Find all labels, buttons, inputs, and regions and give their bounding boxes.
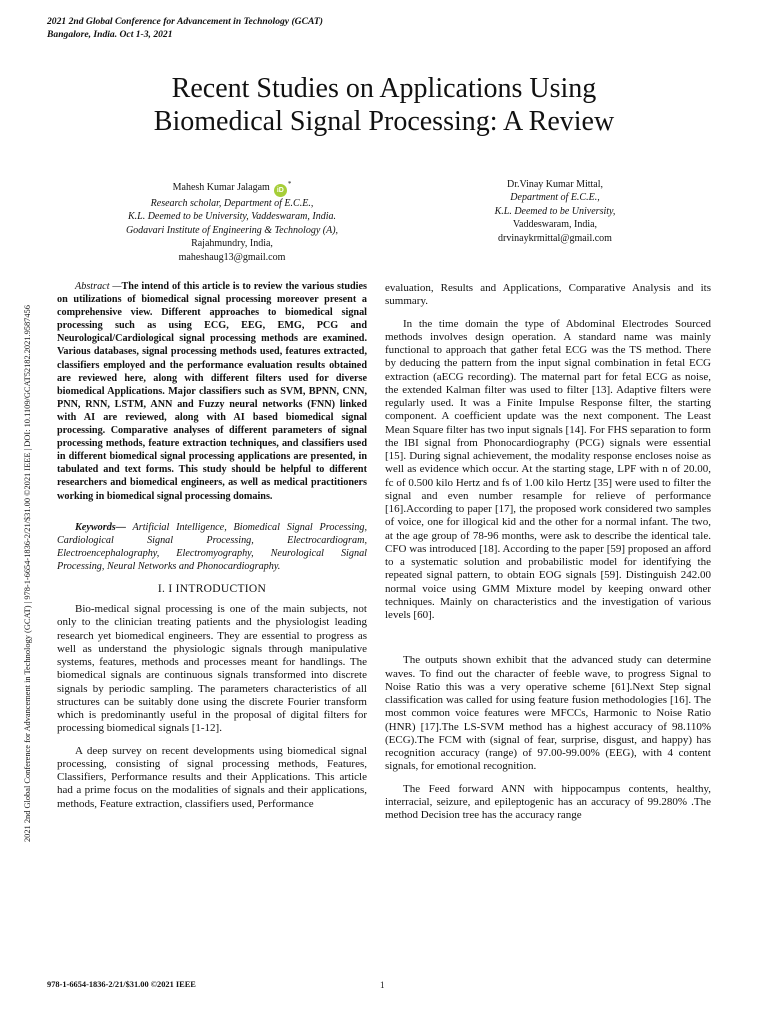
right-paragraph-1: evaluation, Results and Applications, Comparative Analysis and its summary. — [385, 282, 711, 308]
side-citation-strip: 2021 2nd Global Conference for Advancement in Technology (GCAT) | 978-1-6654-1836-2/21/$31.00 ©2021 IEEE | DOI: 10.1109/GCAT52182.2021.9587456 — [23, 305, 32, 842]
title-line-1: Recent Studies on Applications Using — [171, 73, 597, 104]
author-1-mark: * — [287, 180, 292, 188]
intro-paragraph-1: Bio-medical signal processing is one of the main subjects, not only to the clinician treating patients and the physiologist leading research yet biomedical engineers. They are essential to progress as well as understand the physiologic signals through manipulative systems, features, methods and processes meant for handlings. The biomedical signals are continuous signals transformed into discrete signals by periodic sampling. The parameters characteristics of all structures can be suitably done using the discrete Fourier transform which is predominantly useful in the proposal of digital filters for processing biomedical signals [1-12]. — [57, 603, 367, 735]
author-2-role: Department of E.C.E., — [510, 192, 600, 204]
abstract-label: Abstract — — [75, 281, 122, 292]
left-column — [57, 280, 367, 811]
conference-header — [47, 16, 323, 41]
author-1-city: Rajahmundry, India, — [191, 238, 273, 250]
author-1-university: K.L. Deemed to be University, Vaddeswaram, India. — [127, 211, 337, 223]
paper-title — [80, 72, 688, 138]
right-paragraph-2: In the time domain the type of Abdominal Electrodes Sourced methods involves design operation. A standard name was mainly functional to approach that gather fetal ECG was the TS method. There by deducing the pattern from the input signal combination in fetal ECG extraction (aECG recording). The maternal part for fetal ECG as noise, the extended Kalman filter was used to filter [13]. Adaptive filters were regularly used. It was a Finite Impulse Response filter, the starting component. A coefficient update was the next component. The Least Mean Square filter has two input signals [14]. For FHS separation to form the IBI signal from Phonocardiography (PCG) signals were essential [15]. During signal achievement, the modality response encloses noise as well as evidence which occur. At the starting stage, LPF with n of 20.00, fc of 0.500 kilo Hertz and fs of 1.00 kilo Hertz [35] were used to filter the signal and even number resample for relieve of performance [16].According to paper [17], the proposed work considered two samples of voice, one for illogical kid and the other for a normal infant. The two, at the age group of 78-96 months, were ask to describe the identical tale. CFO was introduced [18]. According to the paper [59] proposed an afford to a systematic solution and probabilistic model for identifying the repeated signal pattern, to obtain EOG signals [59]. Distinguish 242.00 normal voice using GMM Mixture model by keeping onward other techniques. Mainly on characteristics and the investigation of various levels [60]. — [385, 317, 711, 621]
abstract — [57, 280, 367, 503]
right-paragraph-3: The outputs shown exhibit that the advanced study can determine waves. To find out the character of feeble wave, to progress Signal to Noise Ratio this was a very operative scheme [61].Next Step signal classification was called for using feature fusion methodologies [16]. The most common voice features were MFCCs, Harmonic to Noise Ratio (HNR) [17].The LS-SVM method has a highest accuracy of 98.110% (ECG).The FCM with (signal of fear, surprise, disgust, and happy) has recognition accuracy (range) of 97.00-99.00% (EEG), with 4 content signals, for emotional recognition. — [385, 654, 711, 773]
footer-isbn: 978-1-6654-1836-2/21/$31.00 ©2021 IEEE — [47, 980, 196, 989]
author-2-email[interactable]: drvinaykrmittal@gmail.com — [498, 232, 612, 244]
author-2-name: Dr.Vinay Kumar Mittal, — [506, 179, 604, 190]
author-1-role: Research scholar, Department of E.C.E., — [150, 198, 314, 209]
section-heading-introduction: I. I INTRODUCTION — [157, 582, 267, 595]
keywords — [57, 521, 367, 573]
intro-paragraph-2: A deep survey on recent developments using biomedical signal processing, consisting of signal processing methods, Features, Classifiers, Performance results and their Applications. This article had a prime focus on the modalities of signals and their applications, methods, Feature extraction, classifiers used, Performance — [57, 744, 367, 810]
right-column — [385, 282, 711, 822]
author-1-institute: Godavari Institute of Engineering & Technology (A), — [125, 224, 339, 236]
conference-location: Bangalore, India. Oct 1-3, 2021 — [47, 28, 173, 40]
author-1-email[interactable]: maheshaug13@gmail.com — [178, 251, 286, 263]
author-2-city: Vaddeswaram, India, — [512, 219, 598, 231]
conference-name: 2021 2nd Global Conference for Advancement in Technology (GCAT) — [47, 16, 323, 27]
page-number: 1 — [380, 980, 385, 990]
abstract-text: The intend of this article is to review the various studies on utilizations of biomedical signal processing moreover present a comprehensive view. Different approaches to biomedical signal processing such as using ECG, EEG, EMG, PCG and Neurological/Cardiological signal processing methods are examined. Various databases, signal processing methods used, features extracted, classifiers employed and the performance evaluation results obtained are reviewed here, along with different filters used for diverse biomedical Applications. Major classifiers such as SVM, BPNN, CNN, PNN, RNN, LSTM, ANN and Fuzzy neural networks (FNN) linked with AI are reviewed, along with AI based biomedical signal processing. Comparative analyses of different parameters of signal processing methods, feature extraction techniques, and classifiers used in different biomedical signal processing applications are presented, in tabulated and text forms. This study should be helpful to different researchers and biomedical engineers, as well as medical practitioners working in biomedical signal processing domains. — [57, 281, 367, 502]
right-paragraph-4: The Feed forward ANN with hippocampus contents, healthy, interracial, seizure, and epileptogenic has an accuracy of 99.280% .The method Decision tree has the accuracy range — [385, 782, 711, 821]
author-1-name: Mahesh Kumar Jalagam — [172, 182, 270, 193]
author-block-2 — [405, 178, 705, 245]
author-block-1 — [82, 178, 382, 264]
keywords-label: Keywords— — [75, 521, 126, 533]
author-2-university: K.L. Deemed to be University, — [494, 205, 616, 217]
orcid-icon[interactable]: iD — [274, 184, 287, 197]
title-line-2: Biomedical Signal Processing: A Review — [153, 106, 615, 137]
keywords-text: Artificial Intelligence, Biomedical Signal Processing, Cardiological Signal Processing, Electrocardiogram, Electroencephalography, Electromyography, Neurological Signal Processing, Neural Networks and Phonocardiography. — [57, 521, 367, 572]
